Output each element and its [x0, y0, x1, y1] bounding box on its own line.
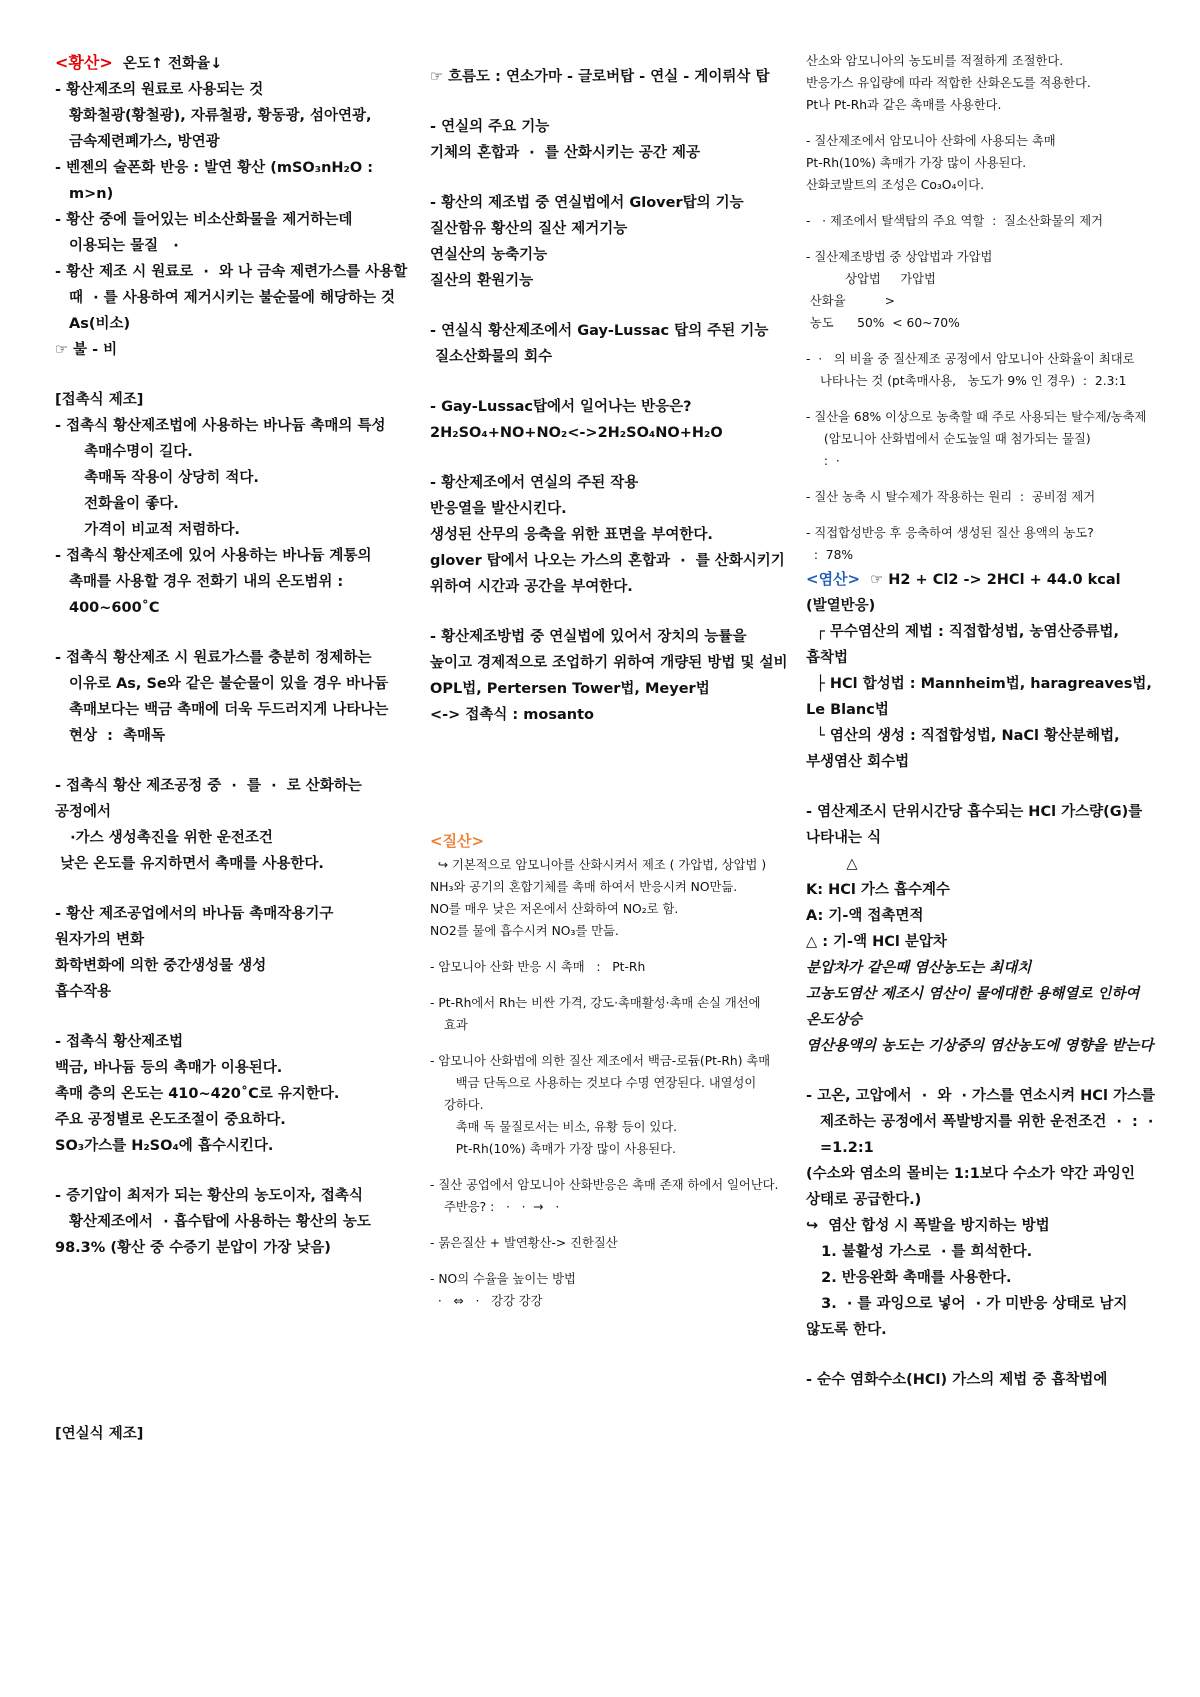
- note-dehydrating-agent: - 질산을 68% 이상으로 농축할 때 주로 사용되는 탈수제/농축제 (암모니아 산화법에서 순도높일 때 첨가되는 물질) : ·: [806, 410, 1147, 468]
- note-gay-lussac-function: - 연실식 황산제조에서 Gay-Lussac 탑의 주된 기능 질소산화물의 회수: [430, 323, 769, 365]
- note-vanadium-catalyst: - 접촉식 황산제조법에 사용하는 바나듐 촉매의 특성 촉매수명이 길다. 촉매독 작용이 상당히 적다. 전화율이 좋다. 가격이 비교적 저렴하다.: [55, 418, 386, 538]
- note-converter-temperature: - 접촉식 황산제조에 있어 사용하는 바나듐 계통의 촉매를 사용할 경우 전화기 내의 온도범위 : 400~600˚C: [55, 548, 377, 616]
- note-rhodium-effect: - Pt-Rh에서 Rh는 비싼 가격, 강도·촉매활성·촉매 손실 개선에 효과: [430, 996, 765, 1032]
- note-explosion-prevention-condition: - 고온, 고압에서 · 와 · 가스를 연소시켜 HCl 가스를 제조하는 공정에서 폭발방지를 위한 운전조건 · : · =1.2:1: [806, 1088, 1164, 1156]
- column-right: [806, 50, 1164, 1393]
- note-oxidation-ratio: - · 의 비율 중 질산제조 공정에서 암모니아 산화율이 최대로 나타나는 것 (pt촉매사용, 농도가 9% 인 경우) : 2.3:1: [806, 352, 1139, 388]
- note-no-yield: - NO의 수율을 높이는 방법 · ⇔ · 강강 강강: [430, 1272, 576, 1308]
- note-contact-process-summary: - 접촉식 황산제조법 백금, 바나듐 등의 촉매가 이용된다. 촉매 층의 온도는 410~420˚C로 유지한다. 주요 공정별로 온도조절이 중요하다. SO₃가스를 H₂SO₄에 흡수시킨다.: [55, 1034, 340, 1154]
- note-pt-rh-catalyst: - 암모니아 산화법에 의한 질산 제조에서 백금-로듐(Pt-Rh) 촉매 백금 단독으로 사용하는 것보다 수명 연장된다. 내열성이 강하다. 촉매 독 물질로서는 비소, 유황 등이 있다. Pt-Rh(10%) 촉매가 가장 많이 사용된다.: [430, 1054, 771, 1156]
- note-mnemonic: ☞ 불 - 비: [55, 342, 118, 358]
- note-chamber-function: - 연실의 주요 기능 기체의 혼합과 · 를 산화시키는 공간 제공: [430, 119, 701, 161]
- note-direct-synthesis-concentration: - 직접합성반응 후 응축하여 생성된 질산 용액의 농도? : 78%: [806, 526, 1094, 562]
- note-gay-lussac-reaction: - Gay-Lussac탑에서 일어나는 반응은? 2H₂SO₄+NO+NO₂<->2H₂SO₄NO+H₂O: [430, 399, 723, 441]
- note-arsenic-removal: - 황산 중에 들어있는 비소산화물을 제거하는데 이용되는 물질 ·: [55, 212, 358, 254]
- note-98-percent: 98.3% (황산 중 수증기 분압이 가장 낮음): [55, 1240, 331, 1256]
- note-pure-hcl-method: - 순수 염화수소(HCl) 가스의 제법 중 흡착법에: [806, 1372, 1108, 1388]
- note-oxidation-catalyst: - 질산제조에서 암모니아 산화에 사용되는 촉매 Pt-Rh(10%) 촉매가 가장 많이 사용된다. 산화코발트의 조성은 Co₃O₄이다.: [806, 134, 1056, 192]
- note-sulfonation: - 벤젠의 술폰화 반응 : 발연 황산 (mSO₃nH₂O : m>n): [55, 160, 379, 202]
- note-glover-tower: - 황산의 제조법 중 연실법에서 Glover탑의 기능 질산함유 황산의 질산 제거기능 연실산의 농축기능 질산의 환원기능: [430, 195, 744, 289]
- note-improved-methods: - 황산제조방법 중 연실법에 있어서 장치의 능률을 높이고 경제적으로 조업하기 위하여 개량된 방법 및 설비 OPL법, Pertersen Tower법, Meyer법 <-> 접촉식 : mosanto: [430, 629, 788, 723]
- note-raw-materials: - 황산제조의 원료로 사용되는 것 황화철광(황철광), 자류철광, 황동광, 섬아연광, 금속제련폐가스, 방연광: [55, 82, 372, 150]
- note-catalyst-poison: - 접촉식 황산제조 시 원료가스를 충분히 정제하는 이유로 As, Se와 같은 불순물이 있을 경우 바나듐 촉매보다는 백금 촉매에 더욱 두드러지게 나타나는 현상 : 촉매독: [55, 650, 394, 744]
- section-heading-nitric-acid: <질산>: [430, 832, 485, 850]
- note-pressure-comparison: - 질산제조방법 중 상압법과 가압법 상압법 가압법 산화율 > 농도 50% < 60~70%: [806, 250, 993, 330]
- note-hcl-methods: ┌ 무수염산의 제법 : 직접합성법, 농염산증류법, 흡착법 ├ HCl 합성법 : Mannheim법, haragreaves법, Le Blanc법 └ 염산의 생성 : 직접합성법, NaCl 황산분해법, 부생염산 회수법: [806, 624, 1152, 770]
- note-bleaching-tower: - · 제조에서 탈색탑의 주요 역할 : 질소산화물의 제거: [806, 214, 1103, 228]
- note-nitric-basics: ↪ 기본적으로 암모니아를 산화시켜서 제조 ( 가압법, 상압법 ) NH₃와 공기의 혼합기체를 촉매 하여서 반응시켜 NO만듦. NO를 매우 낮은 저온에서 산화하여 NO₂로 함. NO2를 물에 흡수시켜 NO₃를 만듦.: [430, 858, 767, 938]
- note-absorption-rate: - 염산제조시 단위시간당 흡수되는 HCl 가스량(G)를 나타내는 식 △ K: HCl 가스 흡수계수 A: 기-액 접촉면적 △ : 기-액 HCl 분압차: [806, 804, 1143, 950]
- column-middle: [430, 50, 788, 1312]
- section-heading-hydrochloric-acid: <염산> ☞ H2 + Cl2 -> 2HCl + 44.0 kcal (발열반응): [806, 570, 1126, 614]
- note-ammonia-catalyst: - 암모니아 산화 반응 시 촉매 : Pt-Rh: [430, 960, 646, 974]
- note-explosion-prevention-methods: (수소와 염소의 몰비는 1:1보다 수소가 약간 과잉인 상태로 공급한다.) ↪ 염산 합성 시 폭발을 방지하는 방법 1. 불활성 가스로 · 를 희석한다. 2. 반응완화 촉매를 사용한다. 3. · 를 과잉으로 넣어 · 가 미반응 상태로 남지 않도록 한다.: [806, 1166, 1136, 1338]
- note-partial-pressure: 분압차가 같은때 염산농도는 최대치 고농도염산 제조시 염산이 물에대한 용해열로 인하여 온도상승 염산용액의 농도는 기상중의 염산농도에 영향을 받는다: [806, 960, 1154, 1054]
- note-oxidation-conditions: - 접촉식 황산 제조공정 중 · 를 · 로 산화하는 공정에서 ·가스 생성촉진을 위한 운전조건 낮은 온도를 유지하면서 촉매를 사용한다.: [55, 778, 362, 872]
- note-vanadium-mechanism: - 황산 제조공업에서의 바나듐 촉매작용기구 원자가의 변화 화학변화에 의한 중간생성물 생성 흡수작용: [55, 906, 334, 1000]
- note-chamber-action: - 황산제조에서 연실의 주된 작용 반응열을 발산시킨다. 생성된 산무의 응축을 위한 표면을 부여한다. glover 탑에서 나오는 가스의 혼합과 · 를 산화시키기 위하여 시간과 공간을 부여한다.: [430, 475, 785, 595]
- subheading-chamber-process: [연실식 제조]: [55, 1426, 144, 1442]
- note-no-yield-methods: 산소와 암모니아의 농도비를 적절하게 조절한다. 반응가스 유입량에 따라 적합한 산화온도를 적용한다. Pt나 Pt-Rh과 같은 촉매를 사용한다.: [806, 54, 1091, 112]
- note-azeotrope: - 질산 농축 시 탈수제가 작용하는 원리 : 공비점 제거: [806, 490, 1096, 504]
- note-vapor-pressure-min: - 증기압이 최저가 되는 황산의 농도이자, 접촉식 황산제조에서 · 흡수탑에 사용하는 황산의 농도: [55, 1188, 371, 1230]
- subheading-contact-process: [접촉식 제조]: [55, 392, 144, 408]
- column-left: [55, 50, 413, 1447]
- note-concentrated-nitric: - 묽은질산 + 발연황산-> 진한질산: [430, 1236, 618, 1250]
- note-flow-chart: ☞ 흐름도 : 연소가마 - 글로버탑 - 연실 - 게이뤼삭 탑: [430, 69, 770, 85]
- note-main-reaction: - 질산 공업에서 암모니아 산화반응은 촉매 존재 하에서 일어난다. 주반응? : · · → ·: [430, 1178, 783, 1214]
- note-impurity: - 황산 제조 시 원료로 · 와 나 금속 제련가스를 사용할 때 · 를 사용하여 제거시키는 불순물에 해당하는 것 As(비소): [55, 264, 413, 332]
- section-heading-sulfuric-acid: <황산> 온도↑ 전화율↓: [55, 53, 223, 72]
